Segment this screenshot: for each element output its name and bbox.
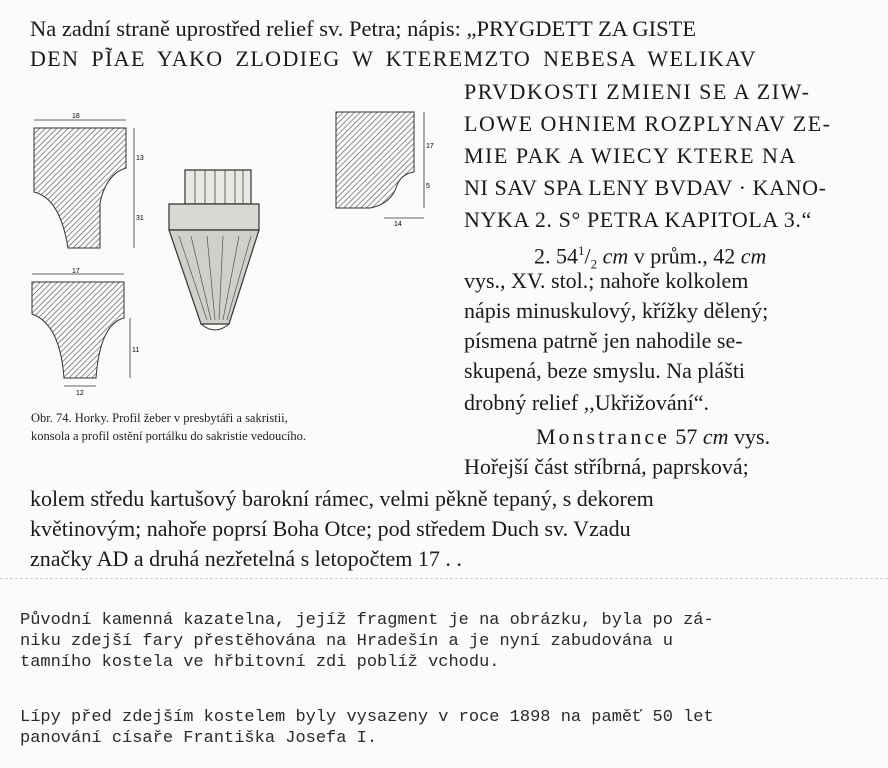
dimension-label: 14 (394, 221, 402, 228)
dimension-label: 17 (426, 143, 434, 150)
dimension-label: 18 (72, 113, 80, 120)
dimension-label: 31 (136, 215, 144, 222)
text-line: Hořejší část stříbrná, paprsková; (464, 454, 749, 479)
portal-profile-drawing (330, 108, 440, 228)
text-line: skupená, beze smyslu. Na plášti (464, 358, 746, 383)
console-sketch-drawing (155, 160, 275, 340)
text-line: NYKA 2. S° PETRA KAPITOLA 3.“ (464, 207, 812, 232)
text-line: DEN PĨAE YAKO ZLODIEG W KTEREMZTO NEBESA WELIKAV (30, 46, 757, 71)
typed-line: panování císaře Františka Josefa I. (20, 729, 378, 748)
typed-line: tamního kostela ve hřbitovní zdi poblíž vchodu. (20, 653, 500, 672)
monstrance-line (536, 424, 770, 450)
text-line: vys., XV. stol.; nahoře kolkolem (464, 268, 749, 293)
bell-dimensions-line: 2. $54^1/_2$ cm v prům., 42 cm (534, 243, 767, 272)
text-line: MIE PAK A WIECY KTERE NA (464, 143, 797, 168)
rib-profile-drawing (20, 108, 150, 268)
text-line: písmena patrně jen nahodile se- (464, 328, 743, 353)
text-line: PRVDKOSTI ZMIENI SE A ZIW- (464, 79, 811, 104)
text-line: nápis minuskulový, křížky dělený; (464, 298, 769, 323)
text-line: LOWE OHNIEM ROZPLYNAV ZE- (464, 111, 832, 136)
unit-cm: cm (602, 243, 629, 269)
unit-cm: cm (740, 243, 767, 269)
text-line: drobný relief ,,Ukřižování“. (464, 390, 709, 415)
rib-profile-sakristie-drawing (20, 268, 150, 398)
dimension-label: 12 (76, 390, 84, 397)
typed-line: Lípy před zdejším kostelem byly vysazeny v roce 1898 na paměť 50 let (20, 708, 714, 727)
unit-cm: cm (702, 424, 729, 449)
text-line: značky AD a druhá nezřetelná s letopočtem 17 . . (30, 546, 462, 571)
fraction-bottom: 2 (590, 256, 598, 272)
dimension-label: 11 (132, 347, 140, 354)
monstrance-word: Monstrance (536, 424, 670, 449)
monstrance-rest: vys. (734, 424, 771, 449)
text-line: kolem středu kartušový barokní rámec, velmi pěkně tepaný, s dekorem (30, 486, 654, 511)
text-line: NI SAV SPA LENY BVDAV · KANO- (464, 175, 827, 200)
dimension-label: 17 (72, 268, 80, 275)
figure-caption-line: Obr. 74. Horky. Profil žeber v presbytáři a sakristii, (31, 411, 288, 425)
monstrance-size: 57 (675, 424, 698, 449)
figure-caption-line: konsola a profil ostění portálku do sakristie vedoucího. (31, 429, 306, 443)
text-line: Na zadní straně uprostřed relief sv. Petra; nápis: „PRYGDETT ZA GISTE (30, 16, 697, 41)
text-line: květinovým; nahoře poprsí Boha Otce; pod středem Duch sv. Vzadu (30, 516, 631, 541)
dimension-label: 5 (426, 183, 430, 190)
bell-rest: v prům., 42 (633, 243, 736, 269)
dimension-label: 13 (136, 155, 144, 162)
fraction-top: 1 (578, 243, 585, 258)
bell-number: 2. 54 (534, 243, 578, 269)
typed-line: niku zdejší fary přestěhována na Hradešín a je nyní zabudována u (20, 632, 673, 651)
divider (0, 578, 888, 579)
typed-line: Původní kamenná kazatelna, jejíž fragment je na obrázku, byla po zá- (20, 611, 714, 630)
